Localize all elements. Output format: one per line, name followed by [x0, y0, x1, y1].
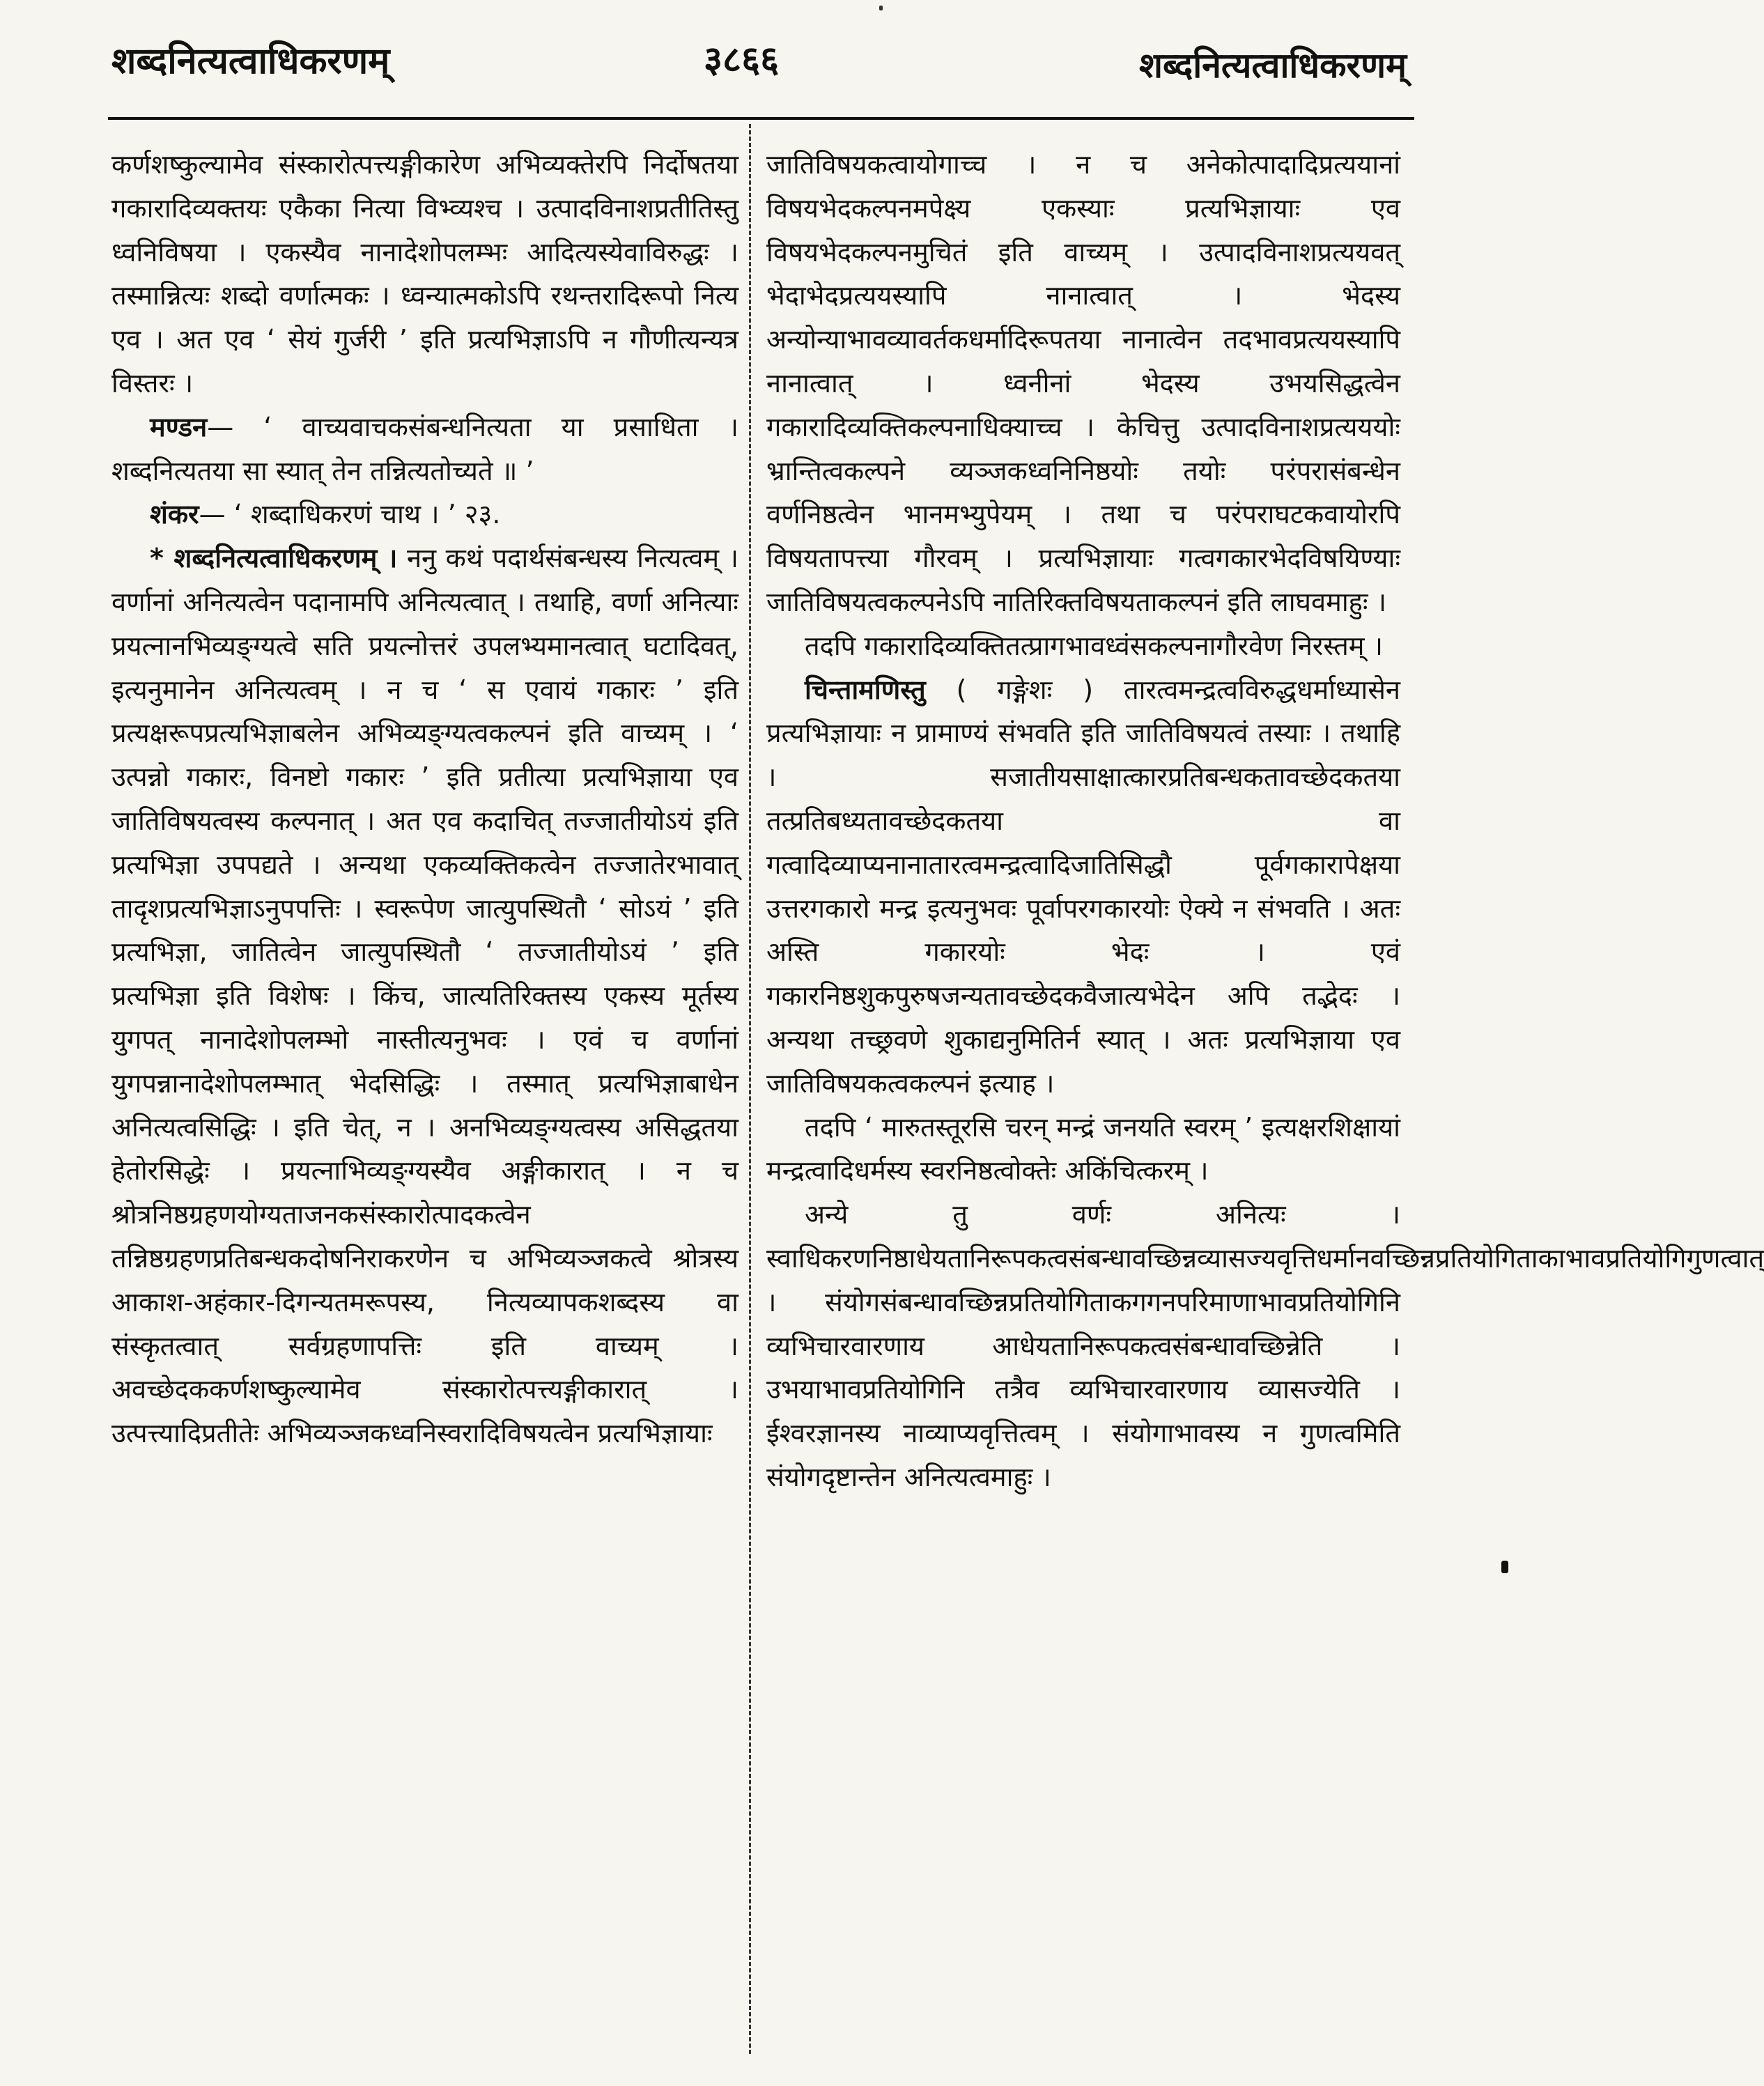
shankara-text: — ‘ शब्दाधिकरणं चाथ । ’ २३. [199, 499, 501, 530]
page-number: ३८६६ [704, 39, 780, 81]
left-column [111, 143, 738, 2052]
chintamani-label: चिन्तामणिस्तु [805, 674, 926, 705]
header-right-title: शब्दनित्यत्वाधिकरणम् [1139, 45, 1407, 86]
left-paragraph-2-text: ननु कथं पदार्थसंबन्धस्य नित्यत्वम् । वर्णानां अनित्यत्वेन पदानामपि अनित्यत्वात् । तथाहि, वर्णा अनित्याः प्रयत्नानभिव्यङ्ग्यत्वे सति प्रयत्नोत्तरं उपलभ्यमानत्वात् घटादिवत्, इत्यनुमानेन अनित्यत्वम् । न च ‘ स एवायं गकारः ’ इति प्रत्यक्षरूपप्रत्यभिज्ञाबलेन अभिव्यङ्ग्यत्वकल्पनं इति वाच्यम् । ‘ उत्पन्नो गकारः, विनष्टो गकारः ’ इति प्रतीत्या प्रत्यभिज्ञाया एव जातिविषयत्वस्य कल्पनात् । अत एव कदाचित् तज्जातीयोऽयं इति प्रत्यभिज्ञा उपपद्यते । अन्यथा एकव्यक्तिकत्वेन तज्जातेरभावात् तादृशप्रत्यभिज्ञाऽनुपपत्तिः । स्वरूपेण जात्युपस्थितौ ‘ सोऽयं ’ इति प्रत्यभिज्ञा, जातित्वेन जात्युपस्थितौ ‘ तज्जातीयोऽयं ’ इति प्रत्यभिज्ञा इति विशेषः । किंच, जात्यतिरिक्तस्य एकस्य मूर्तस्य युगपत् नानादेशोपलम्भो नास्तीत्यनुभवः । एवं च वर्णानां युगपन्नानादेशोपलम्भात् भेदसिद्धिः । तस्मात् प्रत्यभिज्ञाबाधेन अनित्यत्वसिद्धिः । इति चेत्, न । अनभिव्यङ्ग्यत्वस्य असिद्धतया हेतोरसिद्धेः । प्रयत्नाभिव्यङ्ग्यस्यैव अङ्गीकारात् । न च श्रोत्रनिष्ठग्रहणयोग्यताजनकसंस्कारोत्पादकत्वेन तन्निष्ठग्रहणप्रतिबन्धकदोषनिराकरणेन च अभिव्यञ्जकत्वे श्रोत्रस्य आकाश-अहंकार-दिगन्यतमरूपस्य, नित्यव्यापकशब्दस्य वा संस्कृतत्वात् सर्वग्रहणापत्तिः इति वाच्यम् । अवच्छेदककर्णशष्कुल्यामेव संस्कारोत्पत्त्यङ्गीकारात् । उत्पत्त्यादिप्रतीतेः अभिव्यञ्जकध्वनिस्वरादिविषयत्वेन प्रत्यभिज्ञायाः [111, 543, 738, 1449]
mandana-text: — ‘ वाच्यवाचकसंबन्धनित्यता या प्रसाधिता । शब्दनित्यतया सा स्यात् तेन तन्नित्यतोच्यते ॥ ’ [111, 411, 738, 486]
right-paragraph-1: जातिविषयकत्वायोगाच्च । न च अनेकोत्पादादिप्रत्ययानां विषयभेदकल्पनमपेक्ष्य एकस्याः प्रत्यभिज्ञायाः एव विषयभेदकल्पनमुचितं इति वाच्यम् । उत्पादविनाशप्रत्ययवत् भेदाभेदप्रत्ययस्यापि नानात्वात् । भेदस्य अन्योन्याभावव्यावर्तकधर्मादिरूपतया नानात्वेन तदभावप्रत्ययस्यापि नानात्वात् । ध्वनीनां भेदस्य उभयसिद्धत्वेन गकारादिव्यक्तिकल्पनाधिक्याच्च । केचित्तु उत्पादविनाशप्रत्यययोः भ्रान्तित्वकल्पने व्यञ्जकध्वनिनिष्ठयोः तयोः परंपरासंबन्धेन वर्णनिष्ठत्वेन भानमभ्युपेयम् । तथा च परंपराघटकवायोरपि विषयतापत्त्या गौरवम् । प्रत्यभिज्ञायाः गत्वगकारभेदविषयिण्याः जातिविषयत्वकल्पनेऽपि नातिरिक्तविषयताकल्पनं इति लाघवमाहुः । [766, 149, 1400, 617]
right-paragraph-4: अन्ये तु वर्णः अनित्यः । स्वाधिकरणनिष्ठाधेयतानिरूपकत्वसंबन्धावच्छिन्नव्यासज्यवृत्तिधर्मानवच्छिन्नप्रतियोगिताकाभावप्रतियोगिगुणत्वात् । संयोगसंबन्धावच्छिन्नप्रतियोगिताकगगनपरिमाणाभावप्रतियोगिनि व्यभिचारवारणाय आधेयतानिरूपकत्वसंबन्धावच्छिन्नेति । उभयाभावप्रतियोगिनि तत्रैव व्यभिचारवारणाय व्यासज्येति । ईश्वरज्ञानस्य नाव्याप्यवृत्तित्वम् । संयोगाभावस्य न गुणत्वमिति संयोगदृष्टान्तेन अनित्यत्वमाहुः । [766, 1199, 1764, 1492]
shankara-label: शंकर [150, 499, 199, 530]
margin-mark [1501, 1561, 1508, 1573]
header-left-title: शब्दनित्यत्वाधिकरणम् [111, 40, 390, 82]
column-divider [749, 124, 751, 2054]
adhikarana-heading: * शब्दनित्यत्वाधिकरणम् । [150, 543, 398, 574]
header-rule [108, 117, 1414, 120]
left-paragraph-2 [111, 536, 738, 1455]
right-column [766, 143, 1764, 2052]
chintamani-paragraph [766, 668, 1400, 1106]
right-paragraph-2: तदपि गकारादिव्यक्तितत्प्रागभावध्वंसकल्पनागौरवेण निरस्तम् । [805, 630, 1383, 661]
shankara-quote [111, 493, 738, 536]
mandana-label: मण्डन [150, 411, 208, 442]
mandana-quote [111, 405, 738, 493]
chintamani-text: ( गङ्गेशः ) तारत्वमन्द्रत्वविरुद्धधर्माध्यासेन प्रत्यभिज्ञायाः न प्रामाण्यं संभवति इति जातिविषयत्वं तस्याः । तथाहि । सजातीयसाक्षात्कारप्रतिबन्धकतावच्छेदकतया तत्प्रतिबध्यतावच्छेदकतया वा गत्वादिव्याप्यनानातारत्वमन्द्रत्वादिजातिसिद्धौ पूर्वगकारापेक्षया उत्तरगकारो मन्द्र इत्यनुभवः पूर्वापरगकारयोः ऐक्ये न संभवति । अतः अस्ति गकारयोः भेदः । एवं गकारनिष्ठशुकपुरुषजन्यतावच्छेदकवैजात्यभेदेन अपि तद्भेदः । अन्यथा तच्छ्रवणे शुकाद्यनुमितिर्न स्यात् । अतः प्रत्यभिज्ञाया एव जातिविषयकत्वकल्पनं इत्याह । [766, 674, 1400, 1099]
left-paragraph-1: कर्णशष्कुल्यामेव संस्कारोत्पत्त्यङ्गीकारेण अभिव्यक्तेरपि निर्दोषतया गकारादिव्यक्तयः एकैका नित्या विभ्व्यश्च । उत्पादविनाशप्रतीतिस्तु ध्वनिविषया । एकस्यैव नानादेशोपलम्भः आदित्यस्येवाविरुद्धः । तस्मान्नित्यः शब्दो वर्णात्मकः । ध्वन्यात्मकोऽपि रथन्तरादिरूपो नित्य एव । अत एव ‘ सेयं गुर्जरी ’ इति प्रत्यभिज्ञाऽपि न गौणीत्यन्यत्र विस्तरः । [111, 149, 738, 399]
page-header [0, 0, 1511, 115]
right-paragraph-3: तदपि ‘ मारुतस्तूरसि चरन् मन्द्रं जनयति स्वरम् ’ इत्यक्षरशिक्षायां मन्द्रत्वादिधर्मस्य स्वरनिष्ठत्वोक्तेः अकिंचित्करम् । [766, 1111, 1400, 1187]
